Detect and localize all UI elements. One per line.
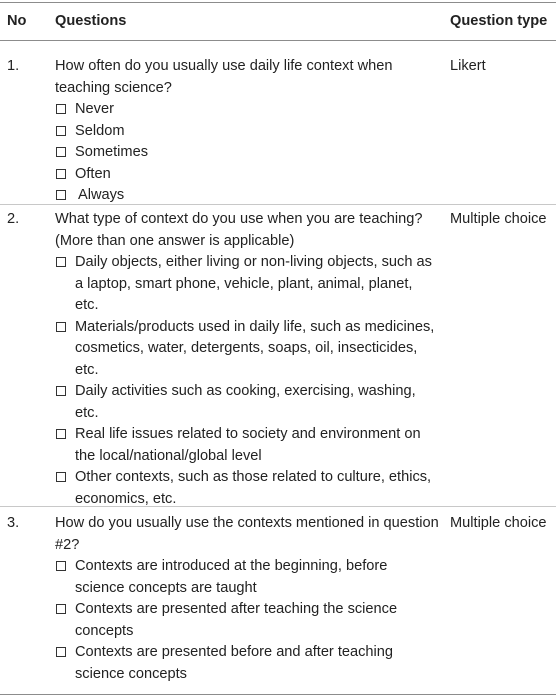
option bbox=[55, 424, 440, 467]
question-type-cell: Likert bbox=[450, 58, 486, 74]
row-divider bbox=[0, 204, 556, 205]
option-label: Other contexts, such as those related to culture, ethics, economics, etc. bbox=[75, 469, 432, 507]
row-number: 3. bbox=[7, 515, 20, 531]
header-rule bbox=[0, 40, 556, 41]
question-text: How do you usually use the contexts mentioned in question #2? bbox=[55, 515, 439, 553]
checkbox-icon bbox=[56, 386, 66, 396]
option bbox=[55, 317, 440, 382]
checkbox-icon bbox=[56, 647, 66, 657]
option bbox=[55, 599, 440, 642]
option bbox=[55, 381, 440, 424]
question-text: What type of context do you use when you are teaching? (More than one answer is applicable) bbox=[55, 211, 423, 249]
question-cell bbox=[55, 56, 440, 207]
table-top-rule bbox=[0, 2, 556, 3]
question-cell bbox=[55, 209, 440, 510]
checkbox-icon bbox=[56, 147, 66, 157]
row-number: 2. bbox=[7, 211, 20, 227]
header-no: No bbox=[7, 13, 27, 29]
option-label: Daily objects, either living or non-living objects, such as a laptop, smart phone, vehicle, plant, animal, planet, etc. bbox=[75, 254, 432, 313]
checkbox-icon bbox=[56, 561, 66, 571]
option-label: Sometimes bbox=[75, 144, 148, 160]
option bbox=[55, 164, 440, 186]
row-number: 1. bbox=[7, 58, 20, 74]
checkbox-icon bbox=[56, 169, 66, 179]
checkbox-icon bbox=[56, 429, 66, 439]
question-cell bbox=[55, 513, 440, 685]
option-label: Contexts are presented after teaching the science concepts bbox=[75, 601, 398, 639]
checkbox-icon bbox=[56, 322, 66, 332]
checkbox-icon bbox=[56, 604, 66, 614]
question-text: How often do you usually use daily life context when teaching science? bbox=[55, 58, 393, 96]
row-divider bbox=[0, 506, 556, 507]
option-label: Often bbox=[75, 165, 111, 182]
option bbox=[55, 99, 440, 121]
table-bottom-rule bbox=[0, 694, 556, 695]
question-type-cell: Multiple choice bbox=[450, 515, 547, 531]
checkbox-icon bbox=[56, 126, 66, 136]
option bbox=[55, 121, 440, 143]
checkbox-icon bbox=[56, 104, 66, 114]
option-label: Always bbox=[78, 187, 125, 203]
header-question-type: Question type bbox=[450, 13, 548, 29]
header-questions: Questions bbox=[55, 13, 127, 29]
checkbox-icon bbox=[56, 472, 66, 482]
option bbox=[55, 642, 440, 685]
option-label: Contexts are presented before and after teaching science concepts bbox=[75, 644, 394, 682]
option bbox=[55, 252, 440, 317]
option-label: Materials/products used in daily life, such as medicines, cosmetics, water, detergents, soaps, oil, insecticides, etc. bbox=[75, 318, 435, 378]
option-label: Real life issues related to society and environment on the local/national/global level bbox=[75, 426, 421, 464]
checkbox-icon bbox=[56, 257, 66, 267]
option bbox=[55, 556, 440, 599]
option-label: Seldom bbox=[75, 122, 125, 139]
question-type-cell: Multiple choice bbox=[450, 211, 547, 227]
option-label: Contexts are introduced at the beginning, before science concepts are taught bbox=[75, 558, 388, 596]
option bbox=[55, 467, 440, 510]
option-label: Daily activities such as cooking, exercising, washing, etc. bbox=[75, 383, 416, 421]
option-label: Never bbox=[75, 101, 114, 117]
checkbox-icon bbox=[56, 190, 66, 200]
option bbox=[55, 142, 440, 164]
